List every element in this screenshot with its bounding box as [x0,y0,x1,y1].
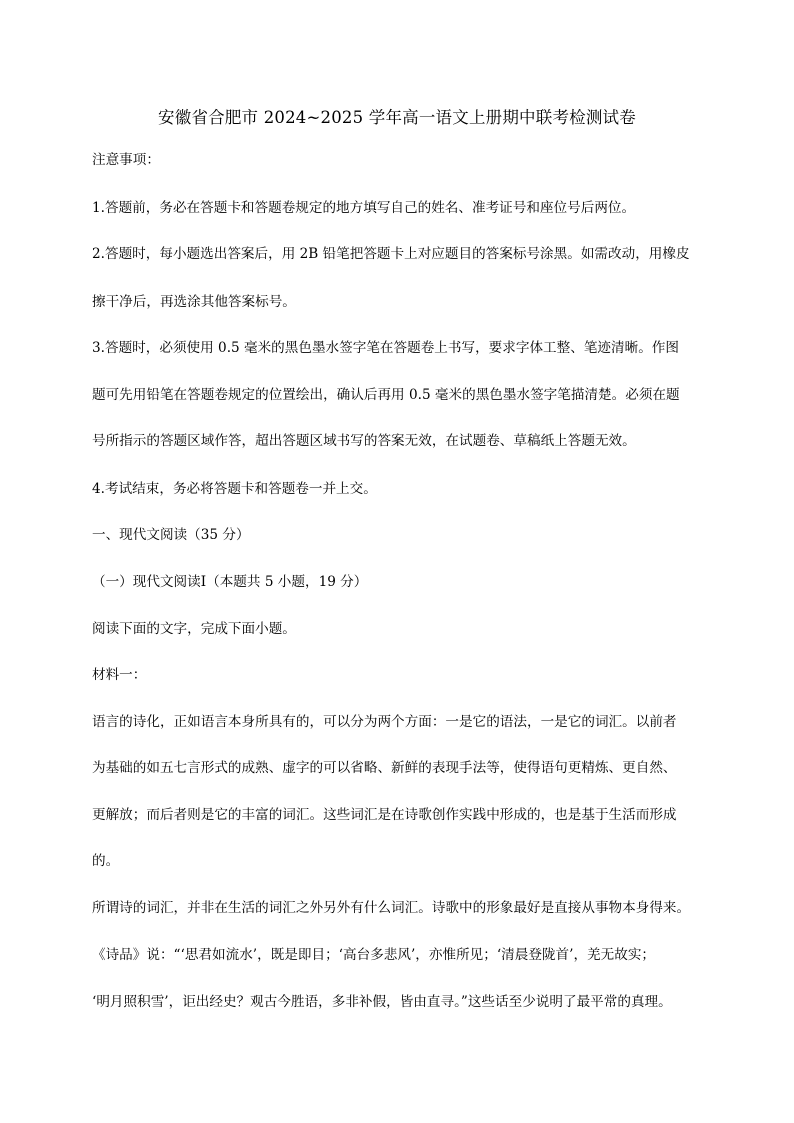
paragraph-line: 所谓诗的词汇，并非在生活的词汇之外另外有什么词汇。诗歌中的形象最好是直接从事物本身得来。 [92,900,691,916]
notice-item: 1.答题前，务必在答题卡和答题卷规定的地方填写自己的姓名、准考证号和座位号后两位。 [92,200,636,216]
paragraph-line: 《诗品》说：“‘思君如流水’，既是即目；‘高台多悲风’，亦惟所见；‘清晨登陇首’，羌无故实； [92,947,656,963]
material-label: 材料一： [92,667,147,683]
notice-item: 4.考试结束，务必将答题卡和答题卷一并上交。 [92,481,377,497]
notice-heading: 注意事项： [92,152,160,168]
subsection-heading: （一）现代文阅读Ⅰ（本题共 5 小题，19 分） [92,574,368,590]
notice-item: 3.答题时，必须使用 0.5 毫米的黑色墨水签字笔在答题卷上书写，要求字体工整、笔迹清晰。作图 [92,340,679,356]
paragraph-line: 的。 [92,853,120,869]
notice-item: 2.答题时，每小题选出答案后，用 2B 铅笔把答题卡上对应题目的答案标号涂黑。如需改动，用橡皮 [92,246,690,262]
paragraph-line: 语言的诗化，正如语言本身所具有的，可以分为两个方面：一是它的语法，一是它的词汇。以前者 [92,714,677,730]
notice-item: 号所指示的答题区域作答，超出答题区域书写的答案无效，在试题卷、草稿纸上答题无效。 [92,433,636,449]
paragraph-line: 为基础的如五七言形式的成熟、虚字的可以省略、新鲜的表现手法等，使得语句更精炼、更自然、 [92,760,677,776]
paragraph-line: ‘明月照积雪’，讵出经史？观古今胜语，多非补假，皆由直寻。”这些话至少说明了最平常的真理。 [92,994,672,1010]
instruction-text: 阅读下面的文字，完成下面小题。 [92,621,296,637]
paragraph-line: 更解放；而后者则是它的丰富的词汇。这些词汇是在诗歌创作实践中形成的，也是基于生活而形成 [92,807,677,823]
document-title: 安徽省合肥市 2024~2025 学年高一语文上册期中联考检测试卷 [158,108,636,127]
section-heading: 一、现代文阅读（35 分） [92,527,250,543]
notice-item: 题可先用铅笔在答题卷规定的位置绘出，确认后再用 0.5 毫米的黑色墨水签字笔描清楚。必须在题 [92,387,680,403]
notice-item: 擦干净后，再选涂其他答案标号。 [92,294,296,310]
